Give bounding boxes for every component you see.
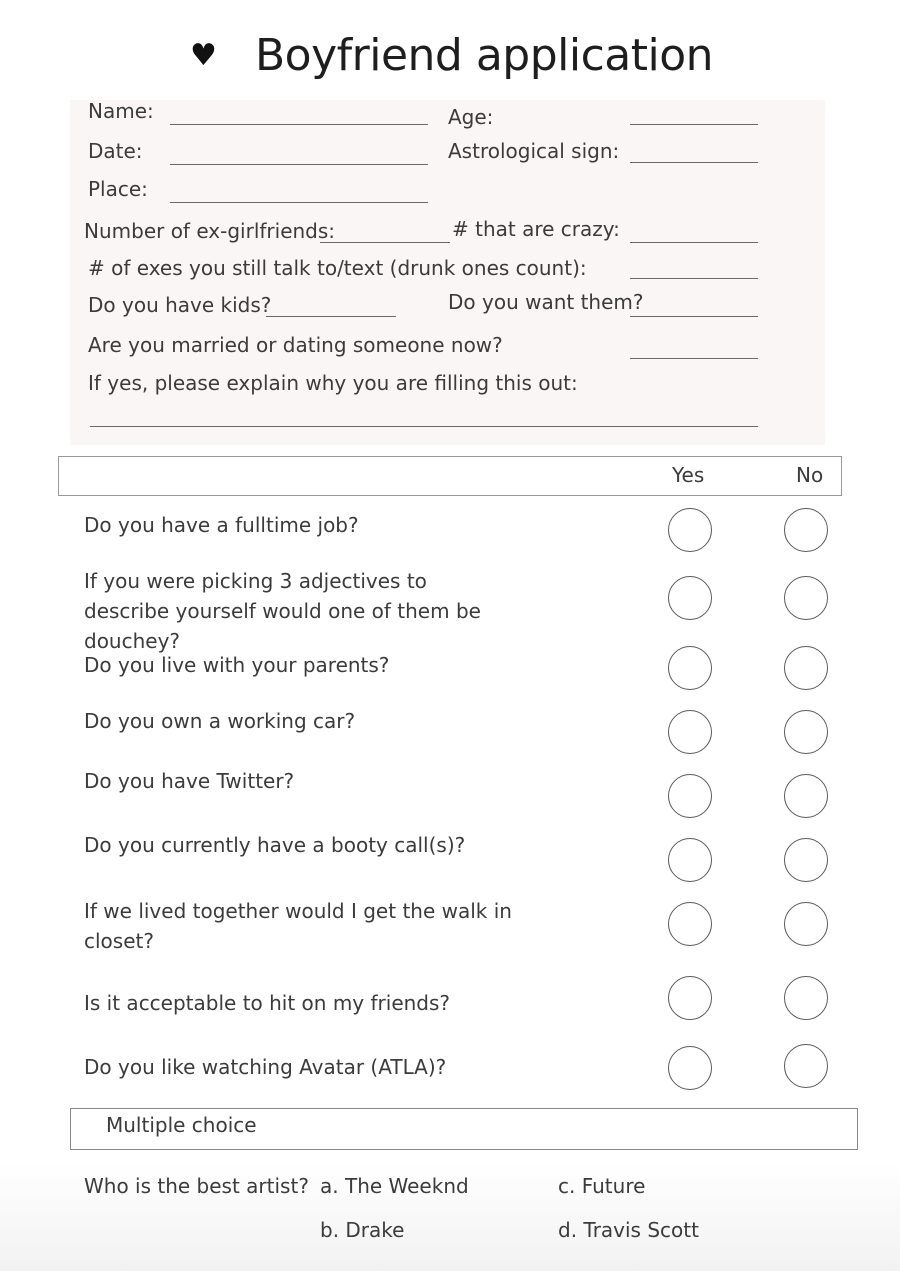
question-avatar: Do you like watching Avatar (ATLA)?	[84, 1055, 447, 1079]
question-fulltime-job: Do you have a fulltime job?	[84, 513, 359, 537]
avatar-no-radio[interactable]	[784, 1044, 828, 1088]
question-douchey: If you were picking 3 adjectives to describe yourself would one of them be douchey?	[84, 569, 481, 653]
want-kids-label: Do you want them?	[448, 290, 644, 314]
question-walk-in-closet: If we lived together would I get the walk in closet?	[84, 899, 512, 953]
option-b[interactable]: b. Drake	[320, 1218, 405, 1242]
ex-girlfriends-field[interactable]	[320, 242, 450, 243]
question-live-with-parents: Do you live with your parents?	[84, 653, 390, 677]
question-working-car: Do you own a working car?	[84, 709, 356, 733]
douchey-yes-radio[interactable]	[668, 576, 712, 620]
working-car-yes-radio[interactable]	[668, 710, 712, 754]
place-field[interactable]	[170, 202, 428, 203]
want-kids-field[interactable]	[630, 316, 758, 317]
option-a[interactable]: a. The Weeknd	[320, 1174, 469, 1198]
walk-in-closet-yes-radio[interactable]	[668, 902, 712, 946]
yes-column-label: Yes	[672, 463, 705, 487]
exes-talk-label: # of exes you still talk to/text (drunk ones count):	[88, 256, 587, 280]
fulltime-job-no-radio[interactable]	[784, 508, 828, 552]
date-label: Date:	[88, 139, 143, 163]
question-twitter: Do you have Twitter?	[84, 769, 295, 793]
douchey-no-radio[interactable]	[784, 576, 828, 620]
question-booty-call: Do you currently have a booty call(s)?	[84, 833, 466, 857]
age-label: Age:	[448, 105, 494, 129]
option-d[interactable]: d. Travis Scott	[558, 1218, 699, 1242]
twitter-yes-radio[interactable]	[668, 774, 712, 818]
booty-call-yes-radio[interactable]	[668, 838, 712, 882]
crazy-count-label: # that are crazy:	[452, 217, 620, 241]
kids-label: Do you have kids?	[88, 293, 272, 317]
question-hit-on-friends: Is it acceptable to hit on my friends?	[84, 991, 451, 1015]
live-with-parents-yes-radio[interactable]	[668, 646, 712, 690]
page-title: Boyfriend application	[255, 30, 714, 81]
kids-field[interactable]	[266, 316, 396, 317]
live-with-parents-no-radio[interactable]	[784, 646, 828, 690]
working-car-no-radio[interactable]	[784, 710, 828, 754]
date-field[interactable]	[170, 164, 428, 165]
yes-no-header	[58, 456, 842, 496]
avatar-yes-radio[interactable]	[668, 1046, 712, 1090]
walk-in-closet-no-radio[interactable]	[784, 902, 828, 946]
hit-on-friends-no-radio[interactable]	[784, 976, 828, 1020]
multiple-choice-label: Multiple choice	[106, 1113, 257, 1137]
age-field[interactable]	[630, 124, 758, 125]
explain-label: If yes, please explain why you are filling this out:	[88, 371, 578, 395]
astrological-sign-label: Astrological sign:	[448, 139, 620, 163]
best-artist-question: Who is the best artist?	[84, 1174, 309, 1198]
booty-call-no-radio[interactable]	[784, 838, 828, 882]
name-field[interactable]	[170, 124, 428, 125]
fulltime-job-yes-radio[interactable]	[668, 508, 712, 552]
married-label: Are you married or dating someone now?	[88, 333, 503, 357]
no-column-label: No	[796, 463, 824, 487]
explain-field[interactable]	[90, 426, 758, 427]
married-field[interactable]	[630, 358, 758, 359]
option-c[interactable]: c. Future	[558, 1174, 646, 1198]
heart-icon: ♥	[190, 38, 217, 73]
exes-talk-field[interactable]	[630, 278, 758, 279]
name-label: Name:	[88, 99, 154, 123]
twitter-no-radio[interactable]	[784, 774, 828, 818]
astrological-sign-field[interactable]	[630, 162, 758, 163]
hit-on-friends-yes-radio[interactable]	[668, 976, 712, 1020]
ex-girlfriends-label: Number of ex-girlfriends:	[84, 219, 336, 243]
place-label: Place:	[88, 177, 148, 201]
crazy-count-field[interactable]	[630, 242, 758, 243]
